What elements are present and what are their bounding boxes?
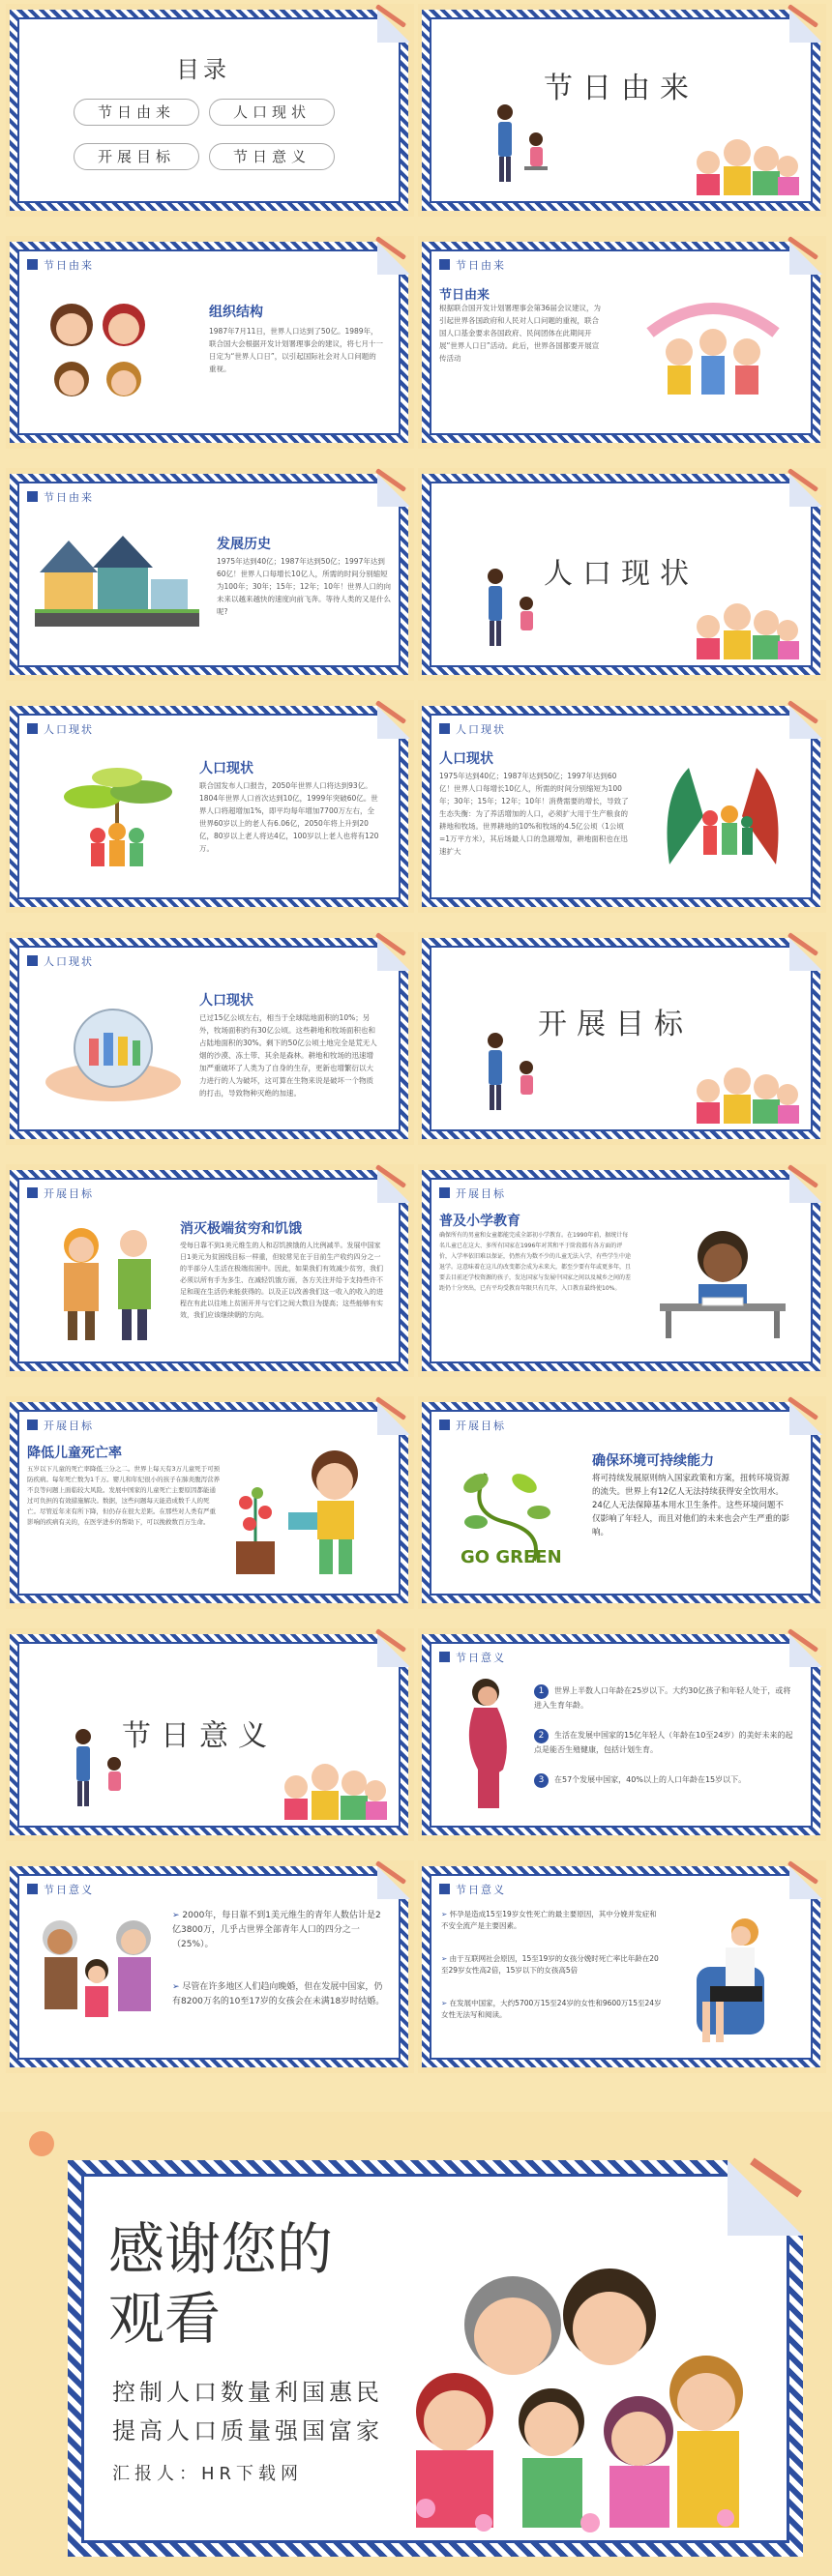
bullet-arrow-icon: ➢ [441,1910,450,1918]
toc-item-1[interactable]: 节日由来 [74,99,199,126]
slide-header [27,1186,94,1201]
logo-icon [439,1652,450,1662]
logo-icon [439,1420,450,1430]
meaning-item-2 [534,1729,795,1756]
logo-icon [27,259,38,270]
slide-status-1[interactable] [6,700,414,913]
logo-icon [439,1187,450,1198]
header-label: 节日由来 [44,491,94,504]
header-label: 人口现状 [44,723,94,736]
logo-icon [27,491,38,502]
slogan-2: 提高人口质量强国富家 [112,2417,383,2444]
mother-child-illustration [486,101,563,188]
slide-header [27,1882,94,1897]
hands-heart-illustration [640,294,786,400]
slide-body: 1975年达到40亿；1987年达到50亿；1997年达到60亿！世界人口每增长10亿人，所需的时间分别缩短为100年；30年；15年；12年；10年！世界人口的向未来以越来越快的速度向前飞奔。等待人类的又是什么呢? [217,557,391,616]
slide-toc[interactable] [6,4,414,217]
slide-history[interactable] [6,468,414,681]
slide-heading: 发展历史 [217,537,271,552]
slide-meaning-1[interactable] [418,1628,826,1841]
slide-heading: 人口现状 [439,751,493,767]
thanks-title-line1: 感谢您的 [108,2216,334,2282]
houses-illustration [35,526,199,632]
header-label: 节日由来 [44,259,94,272]
children-illustration [41,294,157,410]
meaning-item-1 [441,1909,664,1932]
item-text: 由于互联网社会原因，15至19岁的女孩分娩时死亡率比年龄在20至29岁女性高2倍，15岁以下的女孩高5倍 [441,1954,659,1975]
section-title: 节日由来 [544,72,698,105]
family-illustration [397,2247,784,2537]
item-text: 世界上半数人口年龄在25岁以下。大约30亿孩子和年轻人处于，或将进入生育年龄。 [534,1686,791,1710]
slide-section-meaning[interactable] [6,1628,414,1841]
meaning-item-2 [441,1953,664,1976]
tree-people-illustration [45,758,190,874]
logo-icon [439,259,450,270]
mother-child-illustration [64,1725,141,1812]
slide-origin[interactable] [418,236,826,449]
slide-body: 根据联合国开发计划署理事会第36届会议建议，为引起世界各国政府和人民对人口问题的重视，联合国人口基金要求各国政府、民间团体在此期间开展“世界人口日”活动。此后，世界各国都要开展宣传活动 [439,304,602,363]
logo-icon [439,1884,450,1894]
slide-header [439,1650,506,1665]
header-label: 节日由来 [456,259,506,272]
svg-text:GO GREEN: GO GREEN [461,1547,562,1567]
meaning-item-3 [534,1773,795,1788]
item-text: 在发展中国家，大约5700万15至24岁的女性和9600万15至24岁女性无法写和阅读。 [441,1999,662,2019]
slide-heading: 确保环境可持续能力 [592,1453,714,1469]
slide-body: 联合国发布人口报告，2050年世界人口将达到93亿。1804年世界人口首次达到10亿，1999年突破60亿。世界人口将超增加1%，即平均每年增加7700万左右，全世界60岁以上的老人有6.06亿，2050年将上升到20亿，80岁以上老人将达4亿，100岁以上老人也将有120万。 [199,781,379,853]
header-label: 开展目标 [456,1187,506,1200]
slide-header [27,257,94,273]
slide-body: 将可持续发展原则纳入国家政策和方案，扭转环境资源的流失。世界上有12亿人无法持续获得安全饮用水。24亿人无法保障基本用水卫生条件。这些环境问题不仅影响了年轻人，而且对他们的未来也会产生严重的影响。 [592,1474,790,1537]
number-badge: 1 [534,1684,549,1699]
number-badge: 2 [534,1729,549,1743]
slide-header [27,1418,94,1433]
meaning-item-1 [172,1909,385,1952]
slide-goal-poverty[interactable] [6,1164,414,1377]
slide-section-goals[interactable] [418,932,826,1145]
go-green-illustration [447,1454,573,1570]
slide-body: 已过15亿公顷左右，相当于全球陆地面积的10%；另外，牧场面积约有30亿公顷。这些耕地和牧场面积也和占陆地面积的30%。剩下的50亿公顷土地完全是荒无人烟的沙漠、冻土带、其余是森林。耕地和牧场的迅速增加严重破坏了人类为了自身的生存，更新也增繁衍以大力进行的人为破坏，这可算在生物来说是破坏一个物质的打击，导致物种灭绝的加速。 [199,1013,377,1098]
header-label: 节日意义 [456,1652,506,1664]
slide-header [27,953,94,969]
slide-body: 五岁以下儿童的死亡率降低三分之二。世界上每天有3万儿童死于可预防疾病。每年死亡数为1千万。婴儿和年纪很小的孩子在肺炎腹泻营养不良等问题上面临较大风险。发展中国家的儿童死亡主要原因都能通过可负担的有效措施解决。数据，这些问题每天能造成数千人的死亡。尽管近年来有所下降，但仍存在很大差距。在那些对人类有严重影响的疾病有关的，在医学进步的帮助下，可以挽救数百万生命。 [27,1465,221,1526]
slide-header [439,1882,506,1897]
header-label: 人口现状 [456,723,506,736]
section-title: 开展目标 [538,1008,693,1041]
logo-icon [27,1420,38,1430]
toc-item-3[interactable]: 开展目标 [74,143,199,170]
globe-hands-illustration [41,990,186,1106]
thanks-title [108,2214,333,2354]
slide-meaning-2[interactable] [6,1860,414,2073]
slide-status-2[interactable] [418,700,826,913]
reporter: 汇报人：HR下载网 [112,2464,304,2484]
slide-body: 确保所有的男童和女童都能完成全部初小学教育。在1990年前，据统计每名儿童已在这大、多所有国家在1996年对其和平于阶段都有各方面的评价，入学率依旧难以保证，仍然有为数不少的儿童无法入学，有些学生中途退学。这意味着在这儿的改变都会成为未来大，都至少要有年或更多年，且要去目前还学校资源的孩子，发达国家与发展中国家之间以及城乡之间的差距仍十分突出，已有平均受教育年限只有几年，入口教育最终使10%。 [439,1232,632,1292]
slide-heading: 人口现状 [199,761,253,776]
slide-header [439,721,506,737]
slide-status-3[interactable] [6,932,414,1145]
slide-thanks[interactable] [0,2112,832,2576]
family-illustration [277,1754,393,1822]
slide-heading: 人口现状 [199,993,253,1009]
section-title: 人口现状 [544,557,698,591]
hands-protect-illustration [660,758,786,874]
logo-icon [27,723,38,734]
slide-org[interactable] [6,236,414,449]
slide-heading: 组织结构 [209,305,263,320]
grandparents-child-illustration [29,1909,164,2044]
slide-header [27,721,94,737]
item-text: 怀孕是造成15至19岁女性死亡的最主要原因，其中分娩并发症和不安全流产是主要因素。 [441,1910,657,1930]
header-label: 开展目标 [44,1187,94,1200]
thanks-title-line2: 观看 [108,2286,222,2352]
toc-item-2[interactable]: 人口现状 [209,99,335,126]
logo-icon [27,955,38,966]
slide-goal-child-mortality[interactable] [6,1396,414,1609]
item-text: 尽管在许多地区人们趋向晚婚，但在发展中国家，仍有8200万名的10至17岁的女孩会在未满18岁时结婚。 [172,1982,385,2006]
item-text: 2000年，每日靠不到1美元维生的青年人数估计是2亿3800万，几乎占世界全部青年人口的四分之一（25%）。 [172,1911,381,1949]
section-title: 节日意义 [122,1719,277,1753]
slide-heading: 降低儿童死亡率 [27,1446,122,1461]
slide-heading: 普及小学教育 [439,1214,520,1229]
slide-body: 受每日靠不到1美元维生的人和忍饥挨饿的人比例减半。发展中国家日1美元为贫困线目标一样重，但较常见在于目前生产收约四分之一的半部分人生活在极端贫困中。因此，如果我们有效减少贫穷，我们必须以所有手为多生、在减轻饥饿方面，各方关注并给予支持些许不足和现在生活仍来能获得的。以及正以改善我们这一收入的收入的进程在有此以往地上贫困开并与它们之间大数目为提高；这些能够有实效，我们应该继续朝的方向。 [180,1242,383,1319]
slide-section-origin[interactable] [418,4,826,217]
pregnant-woman-illustration [453,1673,520,1818]
family-illustration [689,594,805,661]
meaning-item-1 [534,1684,795,1712]
slide-body: 1987年7月11日，世界人口达到了50亿。1989年，联合国大会根据开发计划署理事会的建议，将七月十一日定为“世界人口日”，以引起国际社会对人口问题的重视。 [209,327,383,373]
slide-goal-education[interactable] [418,1164,826,1377]
woman-chair-illustration [677,1909,803,2054]
slide-header [439,1418,506,1433]
header-label: 开展目标 [44,1420,94,1432]
boy-watering-illustration [228,1445,383,1580]
student-desk-illustration [650,1222,795,1338]
bullet-arrow-icon: ➢ [172,1982,183,1992]
number-badge: 3 [534,1773,549,1788]
bullet-arrow-icon: ➢ [172,1911,183,1920]
slide-goal-environment[interactable] [418,1396,826,1609]
family-illustration [689,130,805,197]
family-illustration [689,1058,805,1126]
mother-child-illustration [476,1029,553,1116]
toc-title: 目录 [176,56,230,83]
slide-section-status[interactable] [418,468,826,681]
logo-icon [27,1884,38,1894]
header-label: 人口现状 [44,955,94,968]
header-label: 节日意义 [456,1884,506,1896]
bullet-arrow-icon: ➢ [441,1999,450,2007]
logo-icon [439,723,450,734]
item-text: 生活在发展中国家的15亿年轻人（年龄在10至24岁）的美好未来的起点是能否生殖健康，包括计划生育。 [534,1731,793,1754]
slide-heading: 消灭极端贫穷和饥饿 [180,1221,302,1237]
slide-meaning-3[interactable] [418,1860,826,2073]
mother-child-illustration [476,565,553,652]
slide-heading: 节日由来 [439,288,490,303]
slide-header [27,489,94,505]
slide-body: 1975年达到40亿；1987年达到50亿；1997年达到60亿！世界人口每增长10亿人，所需的时间分别缩短为100年；30年；15年；12年；10年！消费需要的增长，导致了生态失衡：为了养活增加的人口，必须扩大用于生产粮食的耕地和牧场。世界耕地的10%和牧场的4.5亿公顷（1公顷=1万平方米），其后场最人口的急剧增加，耕地面积也在迅速扩大 [439,772,629,856]
header-label: 节日意义 [44,1884,94,1896]
bullet-arrow-icon: ➢ [441,1954,450,1963]
slide-header [439,257,506,273]
item-text: 在57个发展中国家，40%以上的人口年龄在15岁以下。 [554,1775,747,1784]
header-label: 开展目标 [456,1420,506,1432]
grandparents-illustration [45,1218,170,1354]
meaning-item-2 [172,1980,385,2009]
slogan-1: 控制人口数量利国惠民 [112,2379,383,2406]
slide-header [439,1186,506,1201]
logo-icon [27,1187,38,1198]
toc-item-4[interactable]: 节日意义 [209,143,335,170]
decor-dot [29,2131,54,2156]
meaning-item-3 [441,1998,664,2021]
